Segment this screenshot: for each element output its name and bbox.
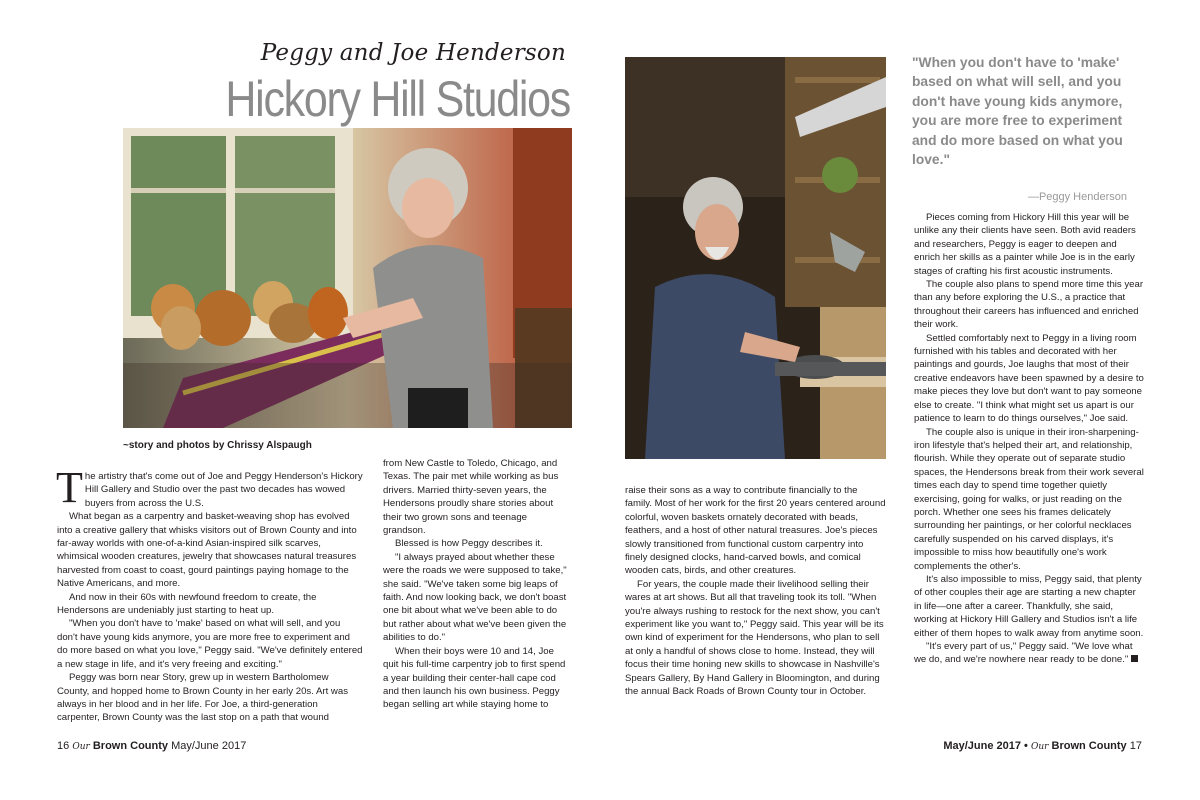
article-title: Hickory Hill Studios	[225, 71, 570, 127]
paragraph: For years, the couple made their livelihood selling their wares at art shows. But all that traveling took its toll. "When you're always rushing to restock for the next show, you can't experiment like you want to," Peggy said. This year will be its own kind of experiment for the Hendersons, who plan to sell at only a handful of shows close to home. Instead, they will focus their time honing new skills to showcase in Nashville's Spears Gallery, By Hand Gallery in Bloomington, and during the annual Back Roads of Brown County tour in October.	[625, 578, 884, 698]
paragraph: The couple also plans to spend more time this year than any before exploring the U.S., a practice that throughout their careers has influenced and enriched their work.	[914, 279, 1144, 331]
footer-right	[943, 740, 1142, 752]
photo-peggy	[123, 128, 572, 428]
paragraph: raise their sons as a way to contribute financially to the family. Most of her work for the first 20 years centered around colorful, woven baskets ornately decorated with beads, feathers, and a host of other natural treasures. Joe's pieces slowly transitioned from functional custom carpentry into finely designed clocks, hand-carved bowls, and comical wooden cats, birds, and other creatures.	[625, 485, 886, 577]
article-column-1	[56, 463, 363, 725]
paragraph: Pieces coming from Hickory Hill this year will be unlike any their clients have seen. Both avid readers and researchers, Peggy is eager to deepen and enrich her skills as a painter while Joe is in the early stages of crafting his first acoustic instruments.	[914, 212, 1136, 277]
footer-left	[57, 740, 246, 752]
article-column-4	[914, 211, 1145, 667]
paragraph: "I always prayed about whether these were the roads we were supposed to take," she said. "We've taken some big leaps of faith. And now looking back, we don't boast one bit about what we've been able to do but rather about what we've been given the abilities to do."	[383, 551, 567, 644]
paragraph-text: he artistry that's come out of Joe and Peggy Henderson's Hickory Hill Gallery and Studio over the past two decades has wowed buyers from across the U.S.	[84, 471, 363, 509]
issue-date: May/June 2017	[171, 740, 247, 752]
paragraph: And now in their 60s with newfound freedom to create, the Hendersons are undeniably just starting to heat up.	[57, 591, 317, 617]
paragraph: Settled comfortably next to Peggy in a living room furnished with his tables and decorated with her paintings and gourds, Joe laughs that most of their creative endeavors have been spawned by a desire to make pieces they love but don't want to pay someone else to create. "I think what might set us apart is our patience to learn to do things ourselves," Joe said.	[914, 332, 1144, 425]
paragraph	[914, 640, 1145, 667]
pull-quote: "When you don't have to 'make' based on what will sell, and you don't have young kids anymore, you are more free to experiment and do more based on what you love."	[912, 55, 1123, 168]
paragraph-text: "It's every part of us," Peggy said. "We love what we do, and we're nowhere near ready to be done."	[914, 641, 1133, 666]
magazine-our: Our	[1030, 742, 1049, 752]
article-subtitle: Peggy and Joe Henderson	[260, 40, 566, 66]
article-column-2	[383, 457, 571, 712]
drop-cap: T	[56, 463, 83, 512]
page-number: 17	[1129, 740, 1142, 752]
issue-date: May/June 2017 •	[943, 740, 1028, 752]
magazine-our: Our	[72, 742, 90, 752]
byline: ~story and photos by Chrissy Alspaugh	[123, 440, 312, 451]
article-column-3	[625, 484, 887, 699]
end-mark-icon	[1131, 655, 1138, 662]
magazine-name: Brown County	[92, 740, 169, 752]
paragraph	[56, 463, 363, 512]
joe-woodworking-icon	[625, 57, 886, 459]
paragraph: Peggy was born near Story, grew up in western Bartholomew County, and hopped home to Brown County in her early 20s. Art was always in her blood and in her life. For Joe, a third-generation carpenter, Brown County was the last stop on a path that wound	[57, 672, 348, 724]
magazine-name: Brown County	[1051, 740, 1127, 752]
paragraph: What began as a carpentry and basket-weaving shop has evolved into a creative gallery that whisks visitors out of Brown County and into far-away worlds with one-of-a-kind Asian-inspired silk scarves, whimsical wooden creatures, jewelry that showcases natural treasures harvested from coast to coast, gourd paintings paying homage to the Native Americans, and more.	[57, 511, 357, 590]
paragraph: The couple also is unique in their iron-sharpening-iron lifestyle that's helped their art, and relationship, flourish. While they operate out of separate studio spaces, the Hendersons break from their work several times each day to spend time together quietly exercising, going for walks, or just reading on the porch. Whether one sees his frames delicately surrounding her paintings, or her colorful necklaces carefully suspended on his carved displays, it's impossible to miss how beautifully one's work complements the other's.	[914, 426, 1144, 572]
paragraph: When their boys were 10 and 14, Joe quit his full-time carpentry job to first spend a year building their center-hall cape cod and then launch his own business. Peggy began selling art while staying home to	[383, 645, 566, 711]
peggy-painting-icon	[123, 128, 572, 428]
photo-joe	[625, 57, 886, 459]
page-number: 16	[57, 740, 70, 752]
paragraph: It's also impossible to miss, Peggy said, that plenty of other couples their age are starting a new chapter in life—one after a career. Thankfully, she said, working at Hickory Hill Gallery and Studios isn't a life either of them hopes to walk away from anytime soon.	[914, 573, 1144, 639]
paragraph: Blessed is how Peggy describes it.	[395, 538, 543, 550]
paragraph: "When you don't have to 'make' based on what will sell, and you don't have young kids anymore, you are more free to experiment and do more based on what you love," Peggy said. "We've definitely entered a new stage in life, and it's very freeing and exciting."	[57, 618, 363, 670]
pull-quote-attribution: —Peggy Henderson	[1027, 191, 1127, 203]
paragraph: from New Castle to Toledo, Chicago, and Texas. The pair met while working as bus drivers. Married thirty-seven years, the Hendersons proudly share stories about their two grown sons and teenage grandson.	[383, 458, 559, 537]
